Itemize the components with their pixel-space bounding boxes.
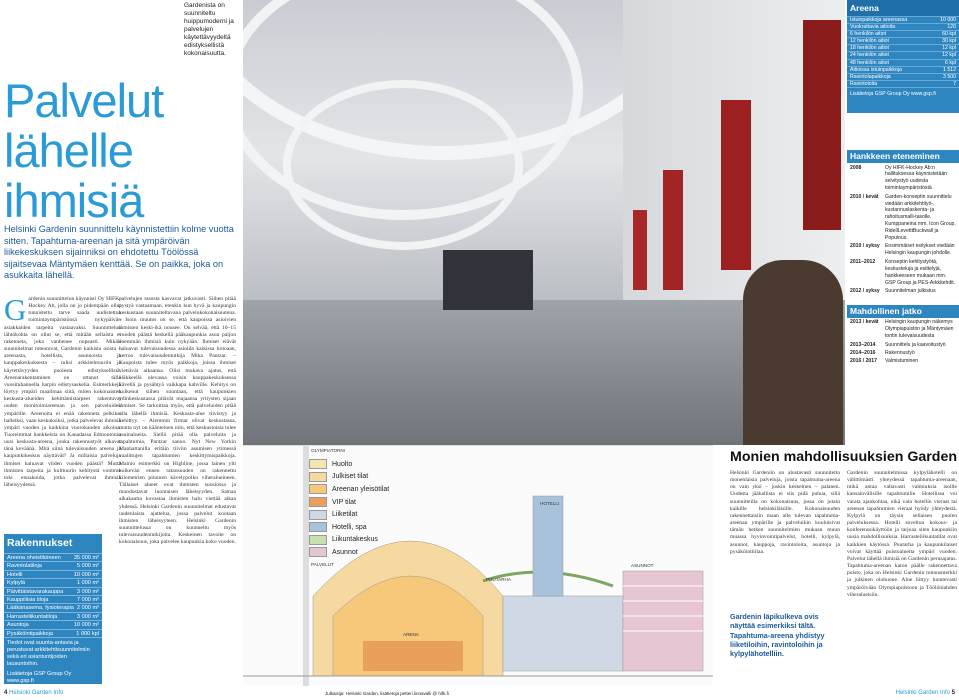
hero-title-line: Palvelut — [4, 74, 164, 127]
legend-item — [309, 458, 389, 471]
body-text: ardenin suunnittelun käynnisti Oy HIFK-Hockey Ab, jolla on jo pidempään ollut tunnistettu tarve saada uudistettua toimintaympäristönsä nykypäivän asiakkaiden tarpeita vastaavaksi. Suunnittelun lähtökohta on ollut se, että mitään sellaista ei rakenneta, joka vanhenee nopeasti. Mikäli suunnitelmat toteutuvat, Gardenin kaikista osista – areenasta, hotellista, asunnoista ja kauppakeskuksesta – tulisi arkkitehtuuriin ja käytettävyyden puolesta edistyksellistä. Areenarakentaminen on ottanut tällä vuosituhannella harpin edistysaskelia. Esimerkkejä löytyy ympäri maailmaa siitä, miten kokonaisten keskusta-alueiden kehittämistarpeet rakentuvat uuden monitoimiareenan ja sen palveluiden ympärille. Areenoita ei enää rakenneta pelkiksi halleiksi, vaan keskuksiksi, jotka palvelevat ihmisiä ympäri vuoden ja kaikkina vuorokauden aikoina. Tuoreimmat hankkeista on Kanadassa Edmontonin uusi keskusta-areena, jonka rakennustyöt alkavat tänä keväänä. Mitä siinä tulevaisuuden areena ja kaupunkikeskus näyttävät? Ja millaisia palveluja ihmiset haluavat viiden vuoden päästä? Mutta ihmisten tarpeita ja kulttuurin kehitystä voimme toki ennakoida, jotka palvelevat ihmisiä läheisyydessä. — [4, 296, 121, 489]
legend-item — [309, 546, 389, 559]
section2-callout: Gardenin läpikulkeva ovis näyttää esimerkiksi tältä. Tapahtuma-areena yhdistyy liiketiloihin, ravintoloihin ja kylpylähotelliin. — [730, 612, 825, 659]
section2-column-1 — [730, 470, 840, 610]
timeline-row — [847, 165, 959, 193]
legend-label: Areenan yleisötilat — [332, 485, 390, 493]
timeline-desc: Suunnittelu ja kaavoitustyö — [885, 341, 946, 348]
areena-row — [847, 51, 959, 58]
fact-value: 10 000 m² — [73, 622, 99, 629]
legend-swatch — [309, 497, 327, 507]
legend-label: Asunnot — [332, 548, 358, 556]
timeline-year: 2012 / syksy — [850, 287, 880, 294]
areena-value: 12 kpl — [942, 52, 956, 59]
areena-value: 6 kpl — [945, 59, 956, 66]
timeline-row — [847, 194, 959, 242]
fact-value: 7 000 m² — [76, 596, 99, 603]
fact-label: Harrasteliikuntatiloja — [7, 613, 58, 620]
areena-label: Vuokrattavia aitioita — [850, 24, 896, 31]
hero-title-line: lähelle — [4, 124, 133, 177]
fact-label: Päivittäistavarakauppa — [7, 588, 64, 595]
areena-row — [847, 66, 959, 73]
fact-row — [4, 629, 102, 637]
areena-label: Ravintoloita — [850, 80, 878, 87]
shop-front — [443, 250, 533, 310]
section-diagram — [243, 445, 713, 685]
legend-swatch — [309, 472, 327, 482]
fact-row — [4, 578, 102, 586]
diagram-legend — [309, 458, 389, 559]
timeline-title: Hankkeen eteneminen — [847, 150, 959, 163]
fact-value: 5 000 m² — [76, 563, 99, 570]
areena-value: 1 512 — [943, 66, 956, 73]
fact-row — [4, 595, 102, 603]
section2-text: Helsinki Gardeniin on alustavasti suunniteltu monenlaisia palveluja, joista tapahtuma-areena on vain yksi – joskin keskeinen – palanen. Uudesta jäähallista ei siis pidä puhua, sillä suunnitteilla on kokonaisuus, jossa on jotain kaikille helsinkiläisille. Kokonaisuuden rakennettaisiin maan alle tulevan tapahtuma-areenan ympärille ja palveluihin kuuluisivat tämän hetken suunnitelmien mukaan muun muassa hyvinvointipalvelut, hotelli, kylpylä, asunnot, kauppoja, ravintoloita, asuntoja ja pysäköintitilaa. — [730, 470, 840, 555]
areena-label: 12 henkilön aitiot — [850, 38, 889, 45]
areena-fact-box — [847, 0, 959, 113]
asunnot-label: ASUNNOT — [631, 563, 654, 568]
person-figure — [743, 260, 843, 445]
timeline-desc: Ensimmäiset esitykset viedään Helsingin kaupungin johdolle. — [885, 243, 955, 257]
areena-value: 10 000 — [940, 17, 956, 23]
timeline-year: 2013 / kevät — [850, 319, 879, 326]
areena-value: 30 kpl — [942, 38, 956, 45]
timeline-year: 2016 / 2017 — [850, 358, 877, 365]
timeline-year: 2010 / syksy — [850, 243, 880, 250]
areena-value: 120 — [947, 24, 956, 31]
legend-swatch — [309, 547, 327, 557]
fact-row — [4, 561, 102, 569]
fact-value: 10 000 m² — [73, 571, 99, 578]
legend-item — [309, 471, 389, 484]
fact-label: Pysäköintipaikkoja — [7, 630, 54, 637]
fact-label: Areena oheistiloineen — [7, 555, 61, 561]
top-callout: Gardenista on suunniteltu huippumoderni ja palvelujen käytettävyydeltä edistyksellistä kokonaisuutta. — [184, 2, 234, 57]
timeline-year: 2014–2016 — [850, 349, 876, 356]
intro-lead: Helsinki Gardenin suunnittelu käynnistettiin kolme vuotta sitten. Tapahtuma-areenan ja sitä ympäröivän liikekeskuksen sijainniksi on ehdotettu Töölössä sijaitsevaa Mäntymäen kenttää. Se on paikka, joka on asukkaita lähellä. — [4, 224, 234, 281]
areena-label: 24 henkilön aitiot — [850, 52, 889, 59]
areena-box-source: Lisätietoja GSP Group Oy www.gsp.fi — [847, 87, 959, 101]
legend-item — [309, 496, 389, 509]
player-banner — [721, 100, 751, 270]
areena-row — [847, 37, 959, 44]
palvelut-label: PALVELUT — [311, 562, 334, 567]
arena-interior-rendering — [243, 0, 845, 445]
legend-swatch — [309, 484, 327, 494]
areena-row — [847, 73, 959, 80]
timeline-row — [847, 350, 959, 357]
fact-value: 1 000 m² — [76, 580, 99, 587]
footer-publisher: Julkaisija: Helsinki Garden, lisätietoja petteri.linnavalli @ hifk.fi — [325, 691, 449, 696]
areena-box-rows — [847, 16, 959, 87]
timeline-row — [847, 243, 959, 257]
hero-title-line: ihmisiä — [4, 174, 144, 227]
areena-value: 3 500 — [943, 73, 956, 80]
body-column-2: palvelujen tasosta kasvavat jatkuvasti. Siihen pitää pystyä vastaamaan, etenkin kun hyvä ja kaupungin keskustaan suunniteltavana palvelukokonaisuutena. – Isoin muutos on se, että kaupoissa asioivien ihmisten keski-ikä nousee. On selvää, että 10–15 vuoden päästä keskellä pääkaupunkia asuu paljon enemmän ihmisiä kuin nykyään. Ihmiset elävät haluavat tulevaisuudessa asioida kaikissa kotoaan, kertoo tulevaisuudentutkija Mika Pantzar. – Kaupoista tulee myös paikkoja, joissa ihmiset viettävät aikaansa. Olisi mukava ajatus, että eläkkeellä olevassa voisin kauppakeskuksessa kävellä ja pysähtyä vaikkapa kahville. Kehitys on kulkenut siihen suuntaan, että kaupunkien ydinkeskustassa pitävät majaansa yritysten sijaan ihmiset. Se tarkoittaa myös, että palveluiden pitää olla lähellä ihmisiä. Keskusta-alue tiivistyy ja kehittyy. – Aiemmin firmat olivat keskustassa, mutta nyt on käänteinen niin, että keskustoista tulee asuinalueita. Siellä pitää olla palveluita ja tapahtumia, Pantzar sanoo. Nyt New Yorkin Manhattanilla eritäin tiiviin asumisen ytimessä vaalittujen tapahtumien keskittymispaikkoja. Mainio esimerkki on Highline, jossa lainen ylti kulkevän ennen rataosuuden on rakennettu kilometrien pituinen kävelypolku viheralueineen. Tällaiset alueet ovat ihmisten suosiossa ja muodostavat luontaisen läheisyyden. Samaa aikakautta kuvastaa ihmisten halu viettää aikaa yhdessä. Helsinki Gardenin suunnitelmat edustavat uudenlaista ajattelua, jossa palvelut kootaan ihmisten läheisyyteen. Helsinki Gardenin suunnittelussa on kuunneltu myös tulevaisuudentutkijoita. Keskeinen tavoite on kokonaisuus, joka palvelee kaupunkia koko vuoden. — [119, 296, 236, 546]
fact-label: Lääkäriasema, fysioterapia — [7, 605, 74, 612]
areena-row — [847, 44, 959, 51]
player-banner — [663, 170, 683, 290]
fact-box-note-text: Tiedot ovat suunta-antavia ja perustuvat arkkitehtisuunnitelmiin sekä eri asiantuntijoiden lausuntoihin. — [7, 639, 90, 667]
timeline-desc: Helsingin kaupungin näkemys Olympiapuiston ja Mäntymäen tontin tulevaisuudesta — [885, 319, 954, 340]
timeline-row — [847, 358, 959, 365]
areena-label: ARENA — [403, 632, 419, 637]
timeline-row — [847, 259, 959, 287]
fact-box-rows — [4, 553, 102, 637]
areena-label: 48 henkilön aitiot — [850, 59, 889, 66]
areena-row — [847, 80, 959, 87]
timeline-desc: Suunnitelman julkistus — [885, 287, 936, 294]
fact-value: 2 000 m² — [76, 605, 99, 612]
page-footer — [0, 690, 959, 700]
timeline-desc: Garden-konseptin suunnittelu viedään arkkitehtityö-, kustannuslaskenta- ja rahoitusmalli-tasolle. Kumppaneina mm. Icon Group, RidellLevetttBuckwall ja Populous. — [885, 193, 956, 242]
fact-label: Kylpylä — [7, 580, 26, 587]
legend-label: Liiketilat — [332, 511, 358, 519]
fact-box-note — [4, 637, 102, 687]
areena-value: 60 kpl — [942, 31, 956, 38]
legend-swatch — [309, 459, 327, 469]
areena-box-title: Areena — [847, 0, 959, 16]
areena-label: Aitioissa istuinpaikkoja — [850, 66, 902, 73]
areena-label: Istuinpaikkoja areenassa — [850, 17, 908, 23]
fact-box-source: Lisätietoja GSP Group Oy www.gsp.fi — [7, 670, 72, 684]
legend-item — [309, 483, 389, 496]
areena-value: 12 kpl — [942, 45, 956, 52]
fact-label: Hotelli — [7, 571, 23, 578]
areena-row — [847, 23, 959, 30]
timeline-row — [847, 342, 959, 349]
legend-label: Hotelli, spa — [332, 523, 367, 531]
legend-swatch — [309, 510, 327, 520]
legend-item — [309, 508, 389, 521]
timeline-row — [847, 288, 959, 295]
project-timeline — [847, 150, 959, 444]
areena-value: 7 — [953, 80, 956, 87]
fact-value: 1 000 kpl — [76, 630, 99, 637]
areena-label: Ravintolapaikkoja — [850, 73, 891, 80]
timeline-desc: Rakennustyö — [885, 349, 915, 356]
page-number-right: 5 — [951, 690, 955, 696]
olympiatorni-label: OLYMPIATORNI — [311, 448, 345, 453]
timeline-desc: Konseptin kehitystyötä, keskusteluja ja esittelyjä, hankkeeseen mukaan mm. GSP Group ja PES-Arkkitehdit. — [885, 258, 956, 286]
timeline-year: 2013–2014 — [850, 341, 876, 348]
body-column-1 — [4, 296, 121, 530]
player-banner — [633, 210, 647, 290]
footer-right — [896, 690, 955, 696]
timeline-row — [847, 319, 959, 340]
timeline-desc: Valmistuminen — [885, 358, 919, 365]
fact-value: 35 000 m² — [73, 555, 99, 561]
hotelli-label: HOTELLI — [540, 501, 560, 506]
areena-row — [847, 30, 959, 37]
timeline-desc: Oy HIFK-Hockey Ab:n hallituksessa käynnistetään selvitystyö uudesta toimintaympäristöstä — [885, 164, 948, 192]
fact-row — [4, 620, 102, 628]
section2-column-2: Gardenin suunnitelmissa kylpylähotelli on välittömästi yhteydessä tapahtuma-areenaan, mikä antaa valtavasti valmiuksia isoille kansainvälisille tapahtumille. Hotellissa voi varata ajankohtaa, eikä vain hotellin vieraat tai areenan tapahtumien vieraat hyödy yhteydestä. Kylpylä on täysin sellaisen puolen palveluksessa. Hotelli soveltuu kokous- ja konferenssikäyttöön ja tarjoaa siten kaupunkiin uusia mahdollisuuksia. Harrasteliikuntatilat ovat kaikkien käytössä. Puutarha ja kaupunkilaiset voivat käyttää puistoaluetta ympäri vuoden. Palvelut lähellä ihmisiä on Gardenin perusajatus. Tapahtuma-areenan katon päälle rakennettava puisto, joka on Helsinki Gardenin tunnusmerkki ja julkinen olohuone. Alue liittyy luontevasti ympäröivään Olympiapuistoon ja Töölönlahden viheralueisiin. — [847, 470, 957, 598]
balcony-ring — [283, 80, 523, 250]
fact-label: Asuntoja — [7, 622, 29, 629]
timeline-year: 2008 — [850, 164, 862, 171]
legend-label: Liikuntakeskus — [332, 536, 378, 544]
fact-value: 3 000 m² — [76, 588, 99, 595]
hero-title — [4, 76, 163, 226]
fact-label: Kauppiliisia tiloja — [7, 596, 49, 603]
legend-label: VIP tilat — [332, 498, 356, 506]
areena-row — [847, 16, 959, 23]
section2-title: Monien mahdollisuuksien Garden — [730, 449, 958, 465]
legend-swatch — [309, 535, 327, 545]
fact-label: Ravintolatiloja — [7, 563, 42, 570]
player-banner — [803, 20, 841, 230]
dropcap: G — [4, 296, 27, 327]
future-rows — [847, 319, 959, 365]
legend-item — [309, 534, 389, 547]
legend-swatch — [309, 522, 327, 532]
fact-row — [4, 612, 102, 620]
timeline-year: 2010 / kevät — [850, 193, 879, 200]
fact-row — [4, 553, 102, 561]
areena-row — [847, 59, 959, 66]
footer-left — [4, 690, 63, 696]
timeline-rows — [847, 165, 959, 295]
page-number-left: 4 — [4, 690, 8, 696]
areena-label: 6 henkilön aitiot — [850, 31, 887, 38]
buildings-fact-box — [4, 534, 102, 684]
legend-item — [309, 521, 389, 534]
fact-row — [4, 603, 102, 611]
future-title: Mahdollinen jatko — [847, 305, 959, 318]
areena-label: 18 henkilön aitiot — [850, 45, 889, 52]
footer-left-name: Helsinki Garden Info — [9, 690, 64, 696]
puutarha-label: PUUTARHA — [486, 577, 511, 582]
timeline-year: 2011–2012 — [850, 258, 876, 265]
fact-row — [4, 570, 102, 578]
legend-label: Huolto — [332, 460, 353, 468]
footer-right-name: Helsinki Garden Info — [895, 690, 950, 696]
fact-value: 3 000 m² — [76, 613, 99, 620]
fact-box-title: Rakennukset — [7, 537, 73, 549]
legend-label: Julkiset tilat — [332, 473, 369, 481]
fact-row — [4, 587, 102, 595]
